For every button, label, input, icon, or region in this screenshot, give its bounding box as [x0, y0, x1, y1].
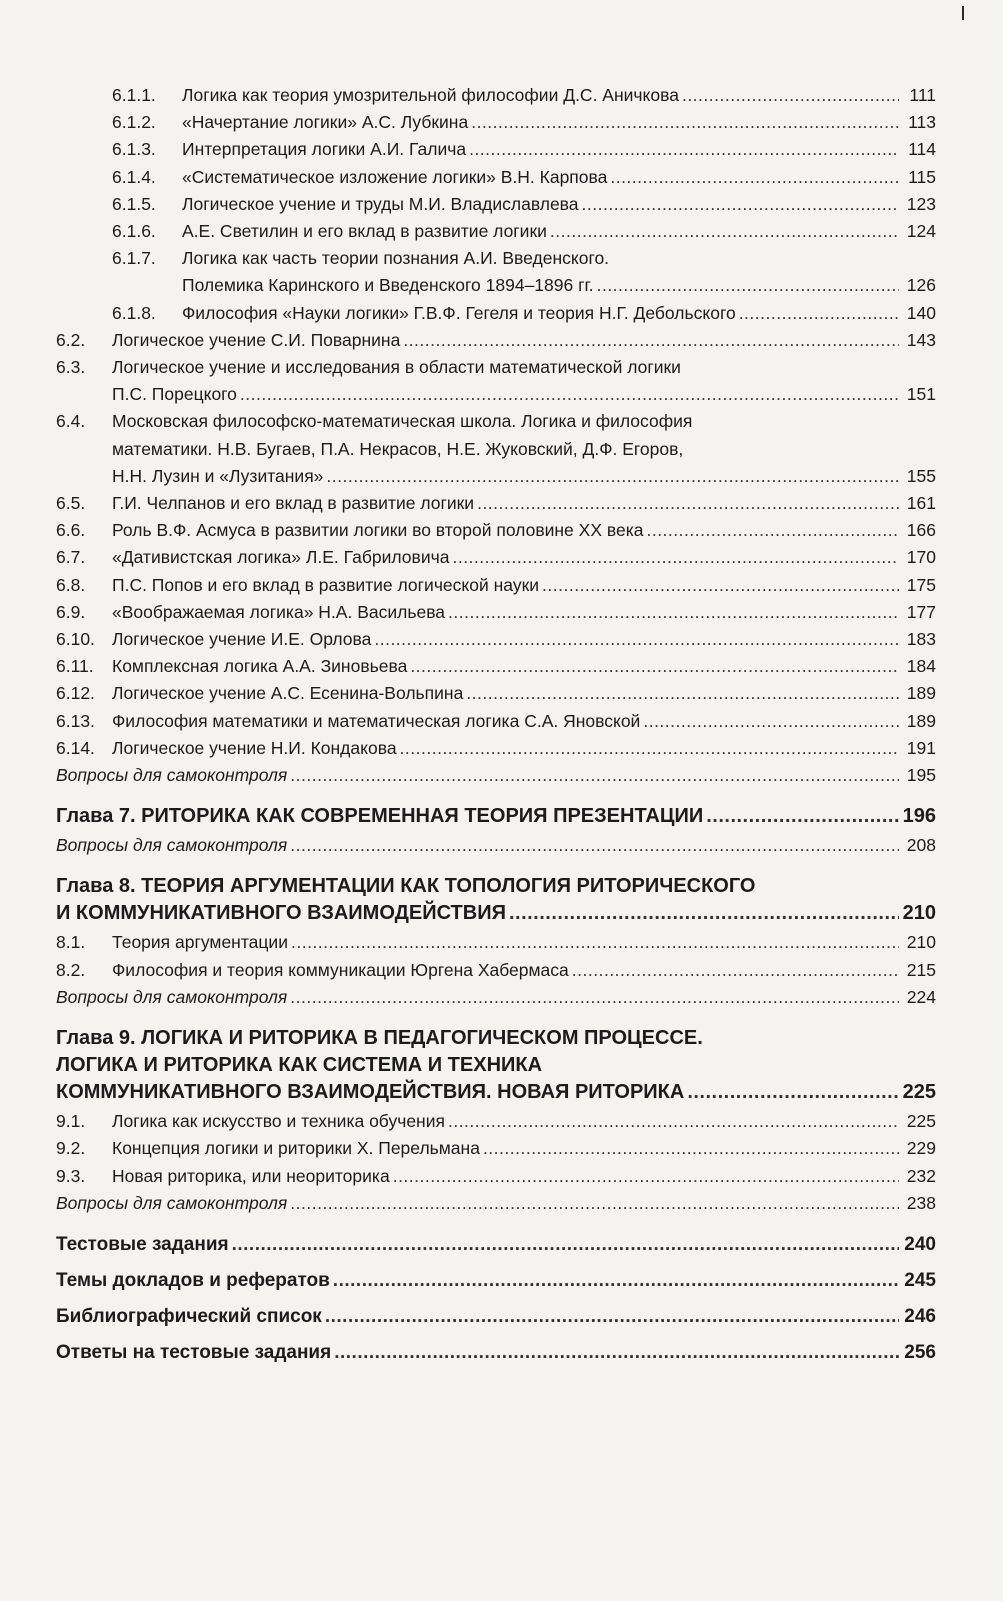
- leader-dots: [469, 136, 899, 163]
- toc-entry-6-9[interactable]: 6.9. «Воображаемая логика» Н.А. Васильева ..... 177: [56, 599, 936, 626]
- toc-entry-questions-6[interactable]: Вопросы для самоконтроля ..... 195: [56, 762, 936, 789]
- leader-dots: [410, 653, 899, 680]
- leader-dots: [290, 984, 899, 1011]
- toc-entry-8-2[interactable]: 8.2. Философия и теория коммуникации Юргена Хабермаса ..... 215: [56, 957, 936, 984]
- leader-dots: [739, 300, 899, 327]
- toc-report-topics[interactable]: Темы докладов и рефератов ..... 245: [56, 1263, 936, 1299]
- leader-dots: [240, 381, 899, 408]
- toc-entry-6-1-3[interactable]: 6.1.3. Интерпретация логики А.И. Галича ..... 114: [56, 136, 936, 163]
- toc-entry-6-5[interactable]: 6.5. Г.И. Челпанов и его вклад в развитие логики ..... 161: [56, 490, 936, 517]
- leader-dots: [483, 1135, 899, 1162]
- leader-dots: [706, 803, 899, 830]
- leader-dots: [333, 1263, 899, 1299]
- leader-dots: [334, 1335, 899, 1371]
- toc-entry-6-1-7[interactable]: 6.1.7. Логика как часть теории познания А.И. Введенского. Полемика Каринского и Введенского 1894–1896 гг. ..... 126: [56, 245, 936, 299]
- toc-entry-6-1-6[interactable]: 6.1.6. А.Е. Светилин и его вклад в развитие логики ..... 124: [56, 218, 936, 245]
- toc-chapter-9[interactable]: Глава 9. ЛОГИКА И РИТОРИКА В ПЕДАГОГИЧЕСКОМ ПРОЦЕССЕ. ЛОГИКА И РИТОРИКА КАК СИСТЕМА И ТЕХНИКА КОММУНИКАТИВНОГО ВЗАИМОДЕЙСТВИЯ. НОВАЯ РИТОРИКА ..... 225: [56, 1025, 936, 1106]
- leader-dots: [374, 626, 899, 653]
- leader-dots: [325, 1299, 899, 1335]
- leader-dots: [509, 900, 899, 927]
- leader-dots: [232, 1227, 899, 1263]
- leader-dots: [326, 463, 899, 490]
- toc-entry-6-13[interactable]: 6.13. Философия математики и математическая логика С.А. Яновской ..... 189: [56, 708, 936, 735]
- leader-dots: [687, 1079, 899, 1106]
- toc-test-tasks[interactable]: Тестовые задания ..... 240: [56, 1227, 936, 1263]
- toc-entry-6-3[interactable]: 6.3. Логическое учение и исследования в области математической логики П.С. Порецкого ..... 151: [56, 354, 936, 408]
- toc-entry-6-1-8[interactable]: 6.1.8. Философия «Науки логики» Г.В.Ф. Гегеля и теория Н.Г. Дебольского ..... 140: [56, 300, 936, 327]
- leader-dots: [477, 490, 899, 517]
- leader-dots: [393, 1163, 899, 1190]
- leader-dots: [400, 735, 899, 762]
- leader-dots: [610, 164, 899, 191]
- leader-dots: [291, 929, 899, 956]
- leader-dots: [682, 82, 899, 109]
- toc-entry-6-1-5[interactable]: 6.1.5. Логическое учение и труды М.И. Владиславлева ..... 123: [56, 191, 936, 218]
- leader-dots: [471, 109, 899, 136]
- toc-entry-9-3[interactable]: 9.3. Новая риторика, или неориторика ..... 232: [56, 1163, 936, 1190]
- toc-entry-9-1[interactable]: 9.1. Логика как искусство и техника обучения ..... 225: [56, 1108, 936, 1135]
- toc-bibliography[interactable]: Библиографический список ..... 246: [56, 1299, 936, 1335]
- leader-dots: [542, 572, 899, 599]
- toc-entry-9-2[interactable]: 9.2. Концепция логики и риторики Х. Перельмана ..... 229: [56, 1135, 936, 1162]
- leader-dots: [550, 218, 899, 245]
- toc-entry-6-2[interactable]: 6.2. Логическое учение С.И. Поварнина ..... 143: [56, 327, 936, 354]
- toc-entry-questions-7[interactable]: Вопросы для самоконтроля ..... 208: [56, 832, 936, 859]
- leader-dots: [452, 544, 899, 571]
- leader-dots: [643, 708, 899, 735]
- toc-entry-6-1-2[interactable]: 6.1.2. «Начертание логики» А.С. Лубкина ..... 113: [56, 109, 936, 136]
- toc-entry-6-8[interactable]: 6.8. П.С. Попов и его вклад в развитие логической науки ..... 175: [56, 572, 936, 599]
- leader-dots: [290, 1190, 899, 1217]
- toc-entry-6-7[interactable]: 6.7. «Дативистская логика» Л.Е. Габриловича ..... 170: [56, 544, 936, 571]
- leader-dots: [597, 272, 899, 299]
- toc-entry-questions-9[interactable]: Вопросы для самоконтроля ..... 238: [56, 1190, 936, 1217]
- page-edge-mark: [962, 6, 990, 20]
- leader-dots: [290, 762, 899, 789]
- toc-chapter-7[interactable]: Глава 7. РИТОРИКА КАК СОВРЕМЕННАЯ ТЕОРИЯ ПРЕЗЕНТАЦИИ ..... 196: [56, 803, 936, 830]
- toc-entry-8-1[interactable]: 8.1. Теория аргументации ..... 210: [56, 929, 936, 956]
- leader-dots: [290, 832, 899, 859]
- toc-entry-6-6[interactable]: 6.6. Роль В.Ф. Асмуса в развитии логики во второй половине XX века ..... 166: [56, 517, 936, 544]
- leader-dots: [572, 957, 899, 984]
- leader-dots: [466, 680, 899, 707]
- toc-entry-6-1-4[interactable]: 6.1.4. «Систематическое изложение логики» В.Н. Карпова ..... 115: [56, 164, 936, 191]
- leader-dots: [646, 517, 899, 544]
- toc-entry-6-4[interactable]: 6.4. Московская философско-математическая школа. Логика и философия математики. Н.В. Бугаев, П.А. Некрасов, Н.Е. Жуковский, Д.Ф. Егоров, Н.Н. Лузин и «Лузитания» ..... 155: [56, 408, 936, 490]
- toc-entry-6-1-1[interactable]: 6.1.1. Логика как теория умозрительной философии Д.С. Аничкова ..... 111: [56, 82, 936, 109]
- toc-entry-questions-8[interactable]: Вопросы для самоконтроля ..... 224: [56, 984, 936, 1011]
- toc-entry-6-14[interactable]: 6.14. Логическое учение Н.И. Кондакова ..... 191: [56, 735, 936, 762]
- toc-answers[interactable]: Ответы на тестовые задания ..... 256: [56, 1335, 936, 1371]
- toc-entry-6-11[interactable]: 6.11. Комплексная логика А.А. Зиновьева ..... 184: [56, 653, 936, 680]
- leader-dots: [448, 599, 899, 626]
- toc-entry-6-10[interactable]: 6.10. Логическое учение И.Е. Орлова ..... 183: [56, 626, 936, 653]
- leader-dots: [403, 327, 899, 354]
- leader-dots: [448, 1108, 899, 1135]
- leader-dots: [582, 191, 899, 218]
- table-of-contents: [56, 82, 936, 1371]
- toc-entry-6-12[interactable]: 6.12. Логическое учение А.С. Есенина-Вольпина ..... 189: [56, 680, 936, 707]
- toc-chapter-8[interactable]: Глава 8. ТЕОРИЯ АРГУМЕНТАЦИИ КАК ТОПОЛОГИЯ РИТОРИЧЕСКОГО И КОММУНИКАТИВНОГО ВЗАИМОДЕЙСТВИЯ ..... 210: [56, 873, 936, 927]
